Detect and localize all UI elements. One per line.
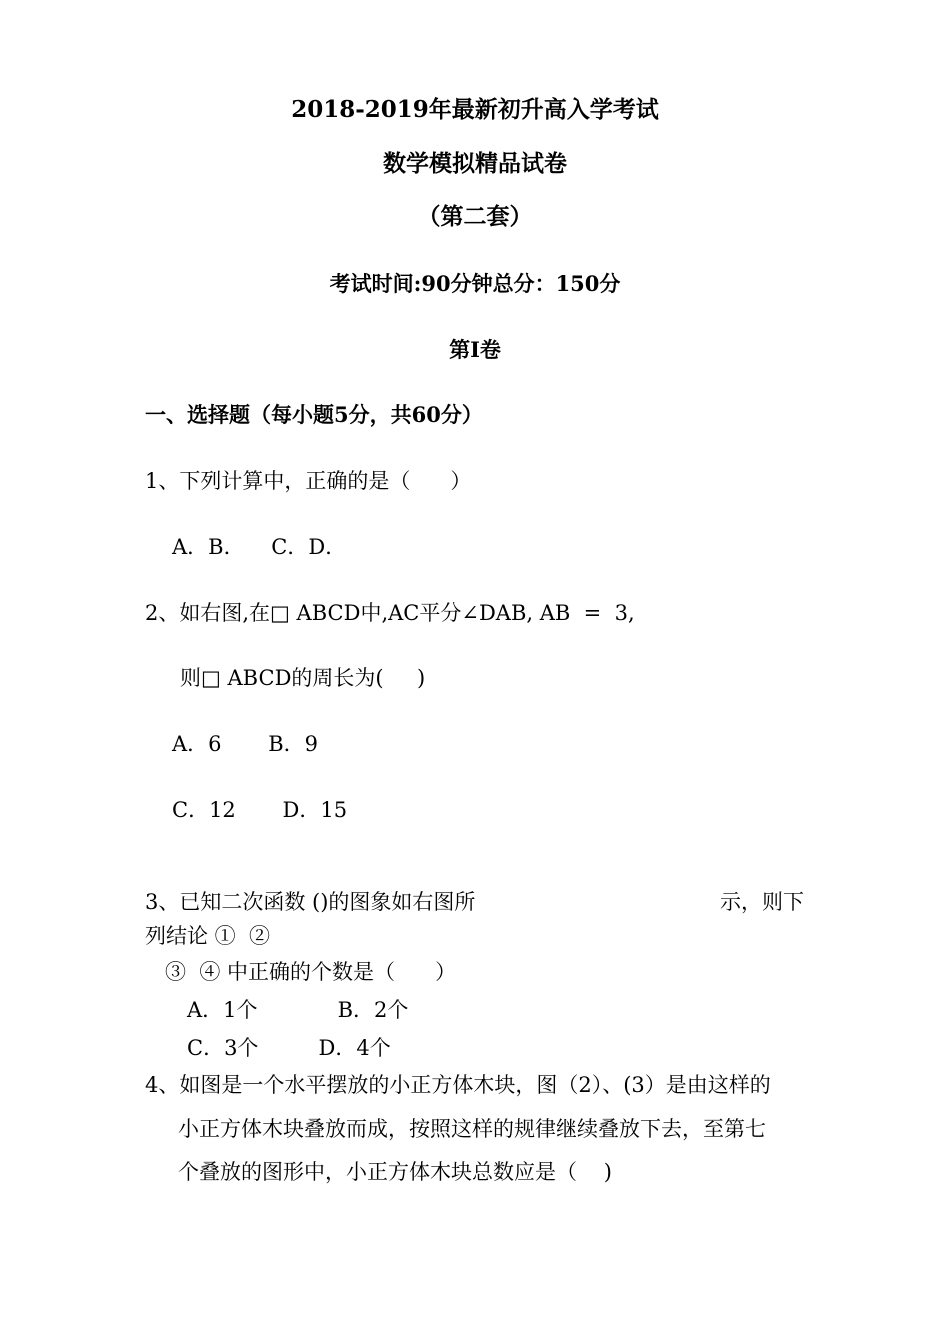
question-2-stem-continued: 则□ ABCD的周长为( )	[180, 666, 426, 690]
volume-label: 第Ⅰ卷	[449, 337, 501, 362]
question-3-stem-end: 示，则下	[720, 890, 804, 914]
question-3-stem: 3、已知二次函数 ()的图象如右图所	[145, 890, 476, 914]
question-4-stem-line3: 个叠放的图形中，小正方体木块总数应是（ )	[178, 1160, 612, 1184]
question-3-options-row2: C．3个 D．4个	[187, 1036, 391, 1060]
question-3-stem-line2: 列结论 ① ②	[145, 924, 271, 948]
question-4-stem-line1: 4、如图是一个水平摆放的小正方体木块，图（2）、(3）是由这样的	[145, 1073, 771, 1097]
question-2-options-row1: A．6 B．9	[172, 732, 319, 756]
exam-info: 考试时间:90分钟总分：150分	[329, 271, 621, 296]
question-3-stem-line3: ③ ④ 中正确的个数是（ ）	[165, 960, 457, 984]
exam-subtitle: 数学模拟精品试卷	[383, 150, 567, 177]
exam-title: 2018-2019年最新初升高入学考试	[291, 96, 659, 123]
question-4-stem-line2: 小正方体木块叠放而成，按照这样的规律继续叠放下去，至第七	[178, 1117, 766, 1141]
question-2-options-row2: C．12 D．15	[172, 798, 348, 822]
section-heading: 一、选择题（每小题5分，共60分）	[145, 402, 483, 427]
question-3-options-row1: A．1个 B．2个	[187, 998, 409, 1022]
exam-set-label: （第二套）	[417, 203, 533, 230]
question-2-stem: 2、如右图,在□ ABCD中,AC平分∠DAB, AB = 3,	[145, 601, 635, 625]
question-1-stem: 1、下列计算中，正确的是（ ）	[145, 469, 472, 493]
question-1-options: A．B． C．D．	[172, 535, 347, 559]
